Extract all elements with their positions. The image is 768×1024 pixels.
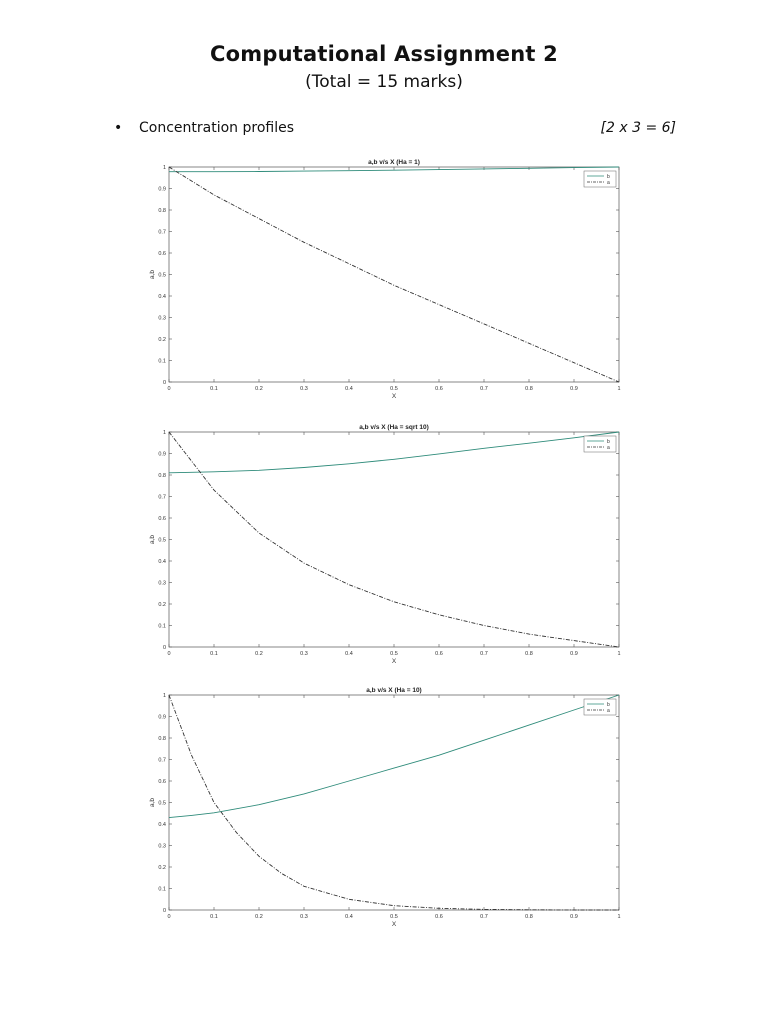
x-tick-label: 0.7: [480, 386, 488, 392]
y-tick-label: 0.7: [158, 229, 166, 236]
chart-title: a,b v/s X (Ha = sqrt 10): [359, 424, 429, 431]
section-label: Concentration profiles: [139, 120, 295, 136]
y-tick-label: 0.1: [158, 358, 166, 365]
x-tick-label: 0.1: [210, 651, 218, 657]
x-tick-label: 0.6: [435, 386, 443, 392]
section-marks: [2 x 3 = 6]: [600, 120, 676, 136]
y-tick-label: 0.3: [158, 315, 166, 322]
bullet-icon: •: [114, 120, 123, 136]
y-tick-label: 0.5: [158, 272, 166, 279]
chart-title: a,b v/s X (Ha = 10): [366, 687, 422, 694]
x-tick-label: 0.3: [300, 914, 308, 920]
y-axis-label: a,b: [149, 269, 156, 280]
x-tick-label: 0.1: [210, 914, 218, 920]
y-tick-label: 0.8: [158, 736, 166, 742]
y-tick-label: 0.2: [158, 865, 166, 871]
y-axis-label: a,b: [149, 797, 156, 808]
x-tick-label: 1: [617, 651, 621, 657]
x-tick-label: 0.4: [345, 386, 353, 392]
y-tick-label: 0.8: [158, 473, 166, 479]
legend-entry: b: [607, 174, 610, 180]
x-tick-label: 0.3: [300, 651, 308, 657]
x-tick-label: 0.5: [390, 914, 398, 920]
y-tick-label: 0.3: [158, 843, 166, 850]
y-tick-label: 0.6: [158, 516, 166, 522]
x-tick-label: 0.2: [255, 651, 263, 657]
x-tick-label: 0.2: [255, 386, 263, 392]
y-tick-label: 0.6: [158, 251, 166, 257]
y-axis-label: a,b: [149, 534, 156, 545]
y-tick-label: 1: [162, 430, 166, 436]
x-tick-label: 1: [617, 914, 621, 920]
legend: [584, 699, 616, 715]
plot-area: [169, 695, 619, 910]
legend-entry: a: [607, 445, 610, 451]
chart-title: a,b v/s X (Ha = 1): [368, 159, 420, 166]
y-tick-label: 1: [162, 165, 166, 171]
x-tick-label: 0.9: [570, 914, 578, 920]
y-tick-label: 0.5: [158, 537, 166, 544]
y-tick-label: 0.6: [158, 779, 166, 785]
legend-entry: b: [607, 702, 610, 708]
x-axis-label: X: [391, 921, 397, 928]
x-tick-label: 0.7: [480, 651, 488, 657]
page-subtitle: (Total = 15 marks): [305, 72, 463, 92]
y-tick-label: 0.8: [158, 208, 166, 214]
x-tick-label: 0.3: [300, 386, 308, 392]
y-tick-label: 1: [162, 693, 166, 699]
x-tick-label: 0.5: [390, 386, 398, 392]
y-tick-label: 0.9: [158, 451, 166, 458]
x-tick-label: 0: [167, 914, 171, 920]
legend: [584, 171, 616, 187]
x-tick-label: 0: [167, 651, 171, 657]
chart-ha-1: [140, 155, 635, 420]
y-tick-label: 0.5: [158, 800, 166, 807]
y-tick-label: 0.1: [158, 886, 166, 893]
x-tick-label: 0.4: [345, 651, 353, 657]
x-tick-label: 0.1: [210, 386, 218, 392]
x-tick-label: 0.7: [480, 914, 488, 920]
chart-ha-10: [140, 683, 635, 948]
x-tick-label: 0.4: [345, 914, 353, 920]
chart-ha-sqrt10: [140, 420, 635, 685]
x-tick-label: 1: [617, 386, 621, 392]
y-tick-label: 0.2: [158, 337, 166, 343]
y-tick-label: 0.1: [158, 623, 166, 630]
y-tick-label: 0: [162, 380, 166, 386]
y-tick-label: 0: [162, 908, 166, 914]
y-tick-label: 0.3: [158, 580, 166, 587]
plot-area: [169, 167, 619, 382]
x-tick-label: 0.9: [570, 386, 578, 392]
legend-entry: b: [607, 439, 610, 445]
chart-svg: [140, 420, 635, 685]
x-axis-label: X: [391, 658, 397, 665]
page-title: Computational Assignment 2: [210, 42, 558, 66]
x-tick-label: 0: [167, 386, 171, 392]
x-tick-label: 0.8: [525, 651, 533, 657]
section-bullet-item: [114, 120, 676, 140]
x-axis-label: X: [391, 393, 397, 400]
chart-svg: [140, 155, 635, 420]
x-tick-label: 0.6: [435, 651, 443, 657]
chart-svg: [140, 683, 635, 948]
y-tick-label: 0.4: [158, 822, 166, 828]
legend-entry: a: [607, 708, 610, 714]
y-tick-label: 0.7: [158, 494, 166, 501]
y-tick-label: 0.9: [158, 714, 166, 721]
x-tick-label: 0.9: [570, 651, 578, 657]
x-tick-label: 0.8: [525, 914, 533, 920]
y-tick-label: 0: [162, 645, 166, 651]
y-tick-label: 0.4: [158, 294, 166, 300]
plot-area: [169, 432, 619, 647]
y-tick-label: 0.2: [158, 602, 166, 608]
legend-box: [584, 171, 616, 187]
y-tick-label: 0.7: [158, 757, 166, 764]
legend-entry: a: [607, 180, 610, 186]
x-tick-label: 0.8: [525, 386, 533, 392]
y-tick-label: 0.4: [158, 559, 166, 565]
legend-box: [584, 436, 616, 452]
legend-box: [584, 699, 616, 715]
x-tick-label: 0.2: [255, 914, 263, 920]
y-tick-label: 0.9: [158, 186, 166, 193]
x-tick-label: 0.5: [390, 651, 398, 657]
x-tick-label: 0.6: [435, 914, 443, 920]
legend: [584, 436, 616, 452]
